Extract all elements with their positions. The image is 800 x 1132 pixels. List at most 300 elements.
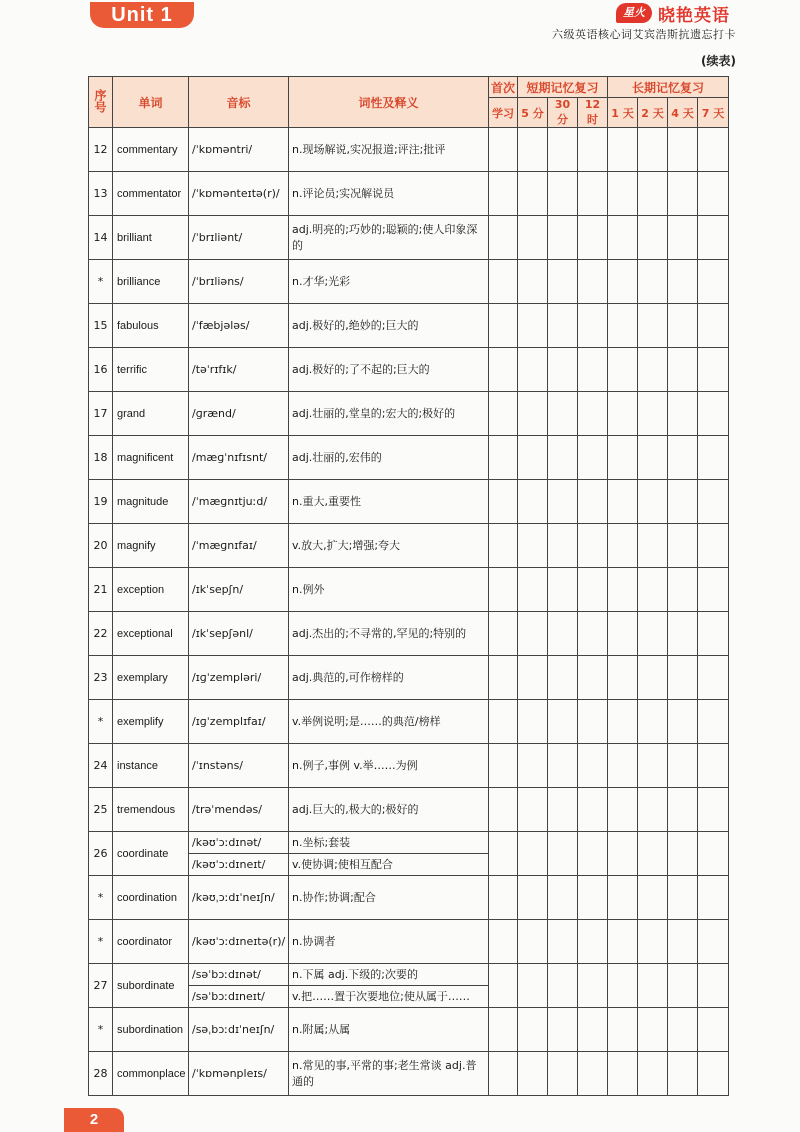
checkin-cell[interactable] bbox=[548, 260, 578, 304]
checkin-cell[interactable] bbox=[608, 216, 638, 260]
checkin-cell[interactable] bbox=[668, 480, 698, 524]
checkin-cell[interactable] bbox=[698, 656, 729, 700]
row-index: 15 bbox=[89, 304, 113, 348]
checkin-cell[interactable] bbox=[698, 304, 729, 348]
header-meaning: 词性及释义 bbox=[289, 77, 489, 128]
table-row bbox=[89, 128, 729, 172]
checkin-cell[interactable] bbox=[489, 744, 518, 788]
header-long-col: 7 天 bbox=[698, 98, 729, 128]
checkin-cell[interactable] bbox=[698, 876, 729, 920]
row-word: coordination bbox=[113, 876, 189, 920]
row-word: exception bbox=[113, 568, 189, 612]
row-word: subordinate bbox=[113, 964, 189, 1008]
checkin-cell[interactable] bbox=[698, 480, 729, 524]
checkin-cell[interactable] bbox=[608, 128, 638, 172]
row-phonetic: /ˈkɒmənteɪtə(r)/ bbox=[189, 172, 289, 216]
checkin-cell[interactable] bbox=[608, 612, 638, 656]
checkin-cell[interactable] bbox=[608, 788, 638, 832]
row-index: 23 bbox=[89, 656, 113, 700]
checkin-cell[interactable] bbox=[668, 964, 698, 1008]
checkin-cell[interactable] bbox=[698, 832, 729, 876]
checkin-cell[interactable] bbox=[668, 700, 698, 744]
checkin-cell[interactable] bbox=[608, 436, 638, 480]
checkin-cell[interactable] bbox=[638, 216, 668, 260]
checkin-cell[interactable] bbox=[489, 700, 518, 744]
checkin-cell[interactable] bbox=[548, 964, 578, 1008]
checkin-cell[interactable] bbox=[518, 524, 548, 568]
header-short-term: 短期记忆复习 bbox=[518, 77, 608, 98]
checkin-cell[interactable] bbox=[668, 172, 698, 216]
checkin-cell[interactable] bbox=[578, 304, 608, 348]
checkin-cell[interactable] bbox=[578, 524, 608, 568]
header-short-col: 12 时 bbox=[578, 98, 608, 128]
checkin-cell[interactable] bbox=[548, 788, 578, 832]
checkin-cell[interactable] bbox=[698, 128, 729, 172]
checkin-cell[interactable] bbox=[578, 876, 608, 920]
row-phonetic: /ɡrænd/ bbox=[189, 392, 289, 436]
header-index: 序号 bbox=[89, 77, 113, 128]
row-index: 17 bbox=[89, 392, 113, 436]
meaning-verb: v.使协调;使相互配合 bbox=[289, 853, 488, 875]
table-row bbox=[89, 524, 729, 568]
checkin-cell[interactable] bbox=[548, 216, 578, 260]
checkin-cell[interactable] bbox=[698, 392, 729, 436]
row-phonetic: /ˈkɒməntri/ bbox=[189, 128, 289, 172]
header-first-bottom: 学习 bbox=[489, 98, 518, 128]
checkin-cell[interactable] bbox=[608, 964, 638, 1008]
row-phonetic: /ˈmæɡnɪtjuːd/ bbox=[189, 480, 289, 524]
checkin-cell[interactable] bbox=[638, 876, 668, 920]
checkin-cell[interactable] bbox=[518, 788, 548, 832]
checkin-cell[interactable] bbox=[518, 700, 548, 744]
checkin-cell[interactable] bbox=[638, 788, 668, 832]
checkin-cell[interactable] bbox=[518, 128, 548, 172]
page-subtitle: 六级英语核心词艾宾浩斯抗遗忘打卡 bbox=[552, 28, 736, 41]
row-phonetic: /ˈfæbjələs/ bbox=[189, 304, 289, 348]
checkin-cell[interactable] bbox=[638, 656, 668, 700]
checkin-cell[interactable] bbox=[578, 1052, 608, 1096]
header-word: 单词 bbox=[113, 77, 189, 128]
checkin-cell[interactable] bbox=[489, 568, 518, 612]
row-word: brilliant bbox=[113, 216, 189, 260]
row-phonetic: /təˈrɪfɪk/ bbox=[189, 348, 289, 392]
row-phonetic bbox=[189, 964, 289, 1008]
checkin-cell[interactable] bbox=[578, 348, 608, 392]
row-phonetic: /ˈɪnstəns/ bbox=[189, 744, 289, 788]
checkin-cell[interactable] bbox=[668, 656, 698, 700]
checkin-cell[interactable] bbox=[698, 700, 729, 744]
meaning-verb: v.把……置于次要地位;使从属于…… bbox=[289, 985, 488, 1007]
checkin-cell[interactable] bbox=[578, 128, 608, 172]
checkin-cell[interactable] bbox=[638, 348, 668, 392]
checkin-cell[interactable] bbox=[548, 524, 578, 568]
row-meaning: n.附属;从属 bbox=[289, 1008, 489, 1052]
table-row bbox=[89, 348, 729, 392]
unit-tab: Unit 1 bbox=[90, 2, 194, 28]
checkin-cell[interactable] bbox=[668, 920, 698, 964]
row-meaning: adj.极好的;了不起的;巨大的 bbox=[289, 348, 489, 392]
row-meaning: adj.明亮的;巧妙的;聪颖的;使人印象深的 bbox=[289, 216, 489, 260]
row-index: 24 bbox=[89, 744, 113, 788]
checkin-cell[interactable] bbox=[698, 920, 729, 964]
row-word: coordinator bbox=[113, 920, 189, 964]
checkin-cell[interactable] bbox=[608, 700, 638, 744]
checkin-cell[interactable] bbox=[608, 524, 638, 568]
checkin-cell[interactable] bbox=[578, 832, 608, 876]
checkin-cell[interactable] bbox=[489, 920, 518, 964]
checkin-cell[interactable] bbox=[489, 612, 518, 656]
checkin-cell[interactable] bbox=[518, 612, 548, 656]
checkin-cell[interactable] bbox=[548, 656, 578, 700]
table-row bbox=[89, 304, 729, 348]
checkin-cell[interactable] bbox=[578, 172, 608, 216]
row-meaning: n.重大,重要性 bbox=[289, 480, 489, 524]
checkin-cell[interactable] bbox=[608, 172, 638, 216]
checkin-cell[interactable] bbox=[489, 128, 518, 172]
checkin-cell[interactable] bbox=[638, 964, 668, 1008]
checkin-cell[interactable] bbox=[608, 920, 638, 964]
checkin-cell[interactable] bbox=[638, 524, 668, 568]
meaning-noun: n.下属 adj.下级的;次要的 bbox=[292, 968, 418, 981]
header-long-col: 4 天 bbox=[668, 98, 698, 128]
row-index: 25 bbox=[89, 788, 113, 832]
row-index: * bbox=[89, 700, 113, 744]
table-row bbox=[89, 832, 729, 876]
checkin-cell[interactable] bbox=[548, 128, 578, 172]
checkin-cell[interactable] bbox=[578, 788, 608, 832]
brand-name: 晓艳英语 bbox=[658, 5, 730, 26]
checkin-cell[interactable] bbox=[638, 920, 668, 964]
checkin-cell[interactable] bbox=[489, 876, 518, 920]
row-meaning bbox=[289, 964, 489, 1008]
row-phonetic: /ˈbrɪliənt/ bbox=[189, 216, 289, 260]
checkin-cell[interactable] bbox=[668, 392, 698, 436]
checkin-cell[interactable] bbox=[548, 172, 578, 216]
checkin-cell[interactable] bbox=[668, 304, 698, 348]
checkin-cell[interactable] bbox=[548, 392, 578, 436]
checkin-cell[interactable] bbox=[578, 216, 608, 260]
table-row bbox=[89, 568, 729, 612]
checkin-cell[interactable] bbox=[698, 612, 729, 656]
checkin-cell[interactable] bbox=[668, 128, 698, 172]
checkin-cell[interactable] bbox=[489, 260, 518, 304]
checkin-cell[interactable] bbox=[578, 920, 608, 964]
checkin-cell[interactable] bbox=[698, 568, 729, 612]
row-word: tremendous bbox=[113, 788, 189, 832]
checkin-cell[interactable] bbox=[548, 304, 578, 348]
row-index: 26 bbox=[89, 832, 113, 876]
checkin-cell[interactable] bbox=[638, 832, 668, 876]
row-word: exemplify bbox=[113, 700, 189, 744]
row-word: coordinate bbox=[113, 832, 189, 876]
row-phonetic: /kəʊˌɔːdɪˈneɪʃn/ bbox=[189, 876, 289, 920]
checkin-cell[interactable] bbox=[578, 964, 608, 1008]
row-index: 13 bbox=[89, 172, 113, 216]
checkin-cell[interactable] bbox=[578, 436, 608, 480]
row-meaning: n.协调者 bbox=[289, 920, 489, 964]
checkin-cell[interactable] bbox=[518, 876, 548, 920]
row-meaning: n.例外 bbox=[289, 568, 489, 612]
row-phonetic: /mæɡˈnɪfɪsnt/ bbox=[189, 436, 289, 480]
checkin-cell[interactable] bbox=[489, 436, 518, 480]
checkin-cell[interactable] bbox=[518, 260, 548, 304]
checkin-cell[interactable] bbox=[548, 612, 578, 656]
checkin-cell[interactable] bbox=[489, 392, 518, 436]
checkin-cell[interactable] bbox=[489, 172, 518, 216]
checkin-cell[interactable] bbox=[548, 436, 578, 480]
row-word: commentator bbox=[113, 172, 189, 216]
checkin-cell[interactable] bbox=[638, 700, 668, 744]
checkin-cell[interactable] bbox=[668, 348, 698, 392]
checkin-cell[interactable] bbox=[489, 832, 518, 876]
checkin-cell[interactable] bbox=[668, 744, 698, 788]
checkin-cell[interactable] bbox=[548, 876, 578, 920]
checkin-cell[interactable] bbox=[489, 1052, 518, 1096]
row-meaning: v.举例说明;是……的典范/榜样 bbox=[289, 700, 489, 744]
header-long-col: 1 天 bbox=[608, 98, 638, 128]
checkin-cell[interactable] bbox=[489, 1008, 518, 1052]
row-word: exemplary bbox=[113, 656, 189, 700]
checkin-cell[interactable] bbox=[578, 392, 608, 436]
checkin-cell[interactable] bbox=[698, 260, 729, 304]
checkin-cell[interactable] bbox=[668, 788, 698, 832]
checkin-cell[interactable] bbox=[638, 172, 668, 216]
row-word: brilliance bbox=[113, 260, 189, 304]
checkin-cell[interactable] bbox=[578, 1008, 608, 1052]
checkin-cell[interactable] bbox=[518, 392, 548, 436]
row-index: 20 bbox=[89, 524, 113, 568]
checkin-cell[interactable] bbox=[698, 216, 729, 260]
checkin-cell[interactable] bbox=[668, 260, 698, 304]
table-row bbox=[89, 392, 729, 436]
checkin-cell[interactable] bbox=[638, 480, 668, 524]
checkin-cell[interactable] bbox=[698, 744, 729, 788]
table-row bbox=[89, 876, 729, 920]
table-row bbox=[89, 1008, 729, 1052]
checkin-cell[interactable] bbox=[608, 1052, 638, 1096]
header-short-col: 30 分 bbox=[548, 98, 578, 128]
checkin-cell[interactable] bbox=[518, 480, 548, 524]
row-meaning: n.评论员;实况解说员 bbox=[289, 172, 489, 216]
checkin-cell[interactable] bbox=[548, 832, 578, 876]
checkin-cell[interactable] bbox=[608, 480, 638, 524]
phonetic-verb: /kəʊˈɔːdɪneɪt/ bbox=[189, 853, 288, 875]
continued-label: (续表) bbox=[701, 54, 736, 68]
checkin-cell[interactable] bbox=[489, 480, 518, 524]
checkin-cell[interactable] bbox=[578, 612, 608, 656]
checkin-cell[interactable] bbox=[608, 260, 638, 304]
checkin-cell[interactable] bbox=[638, 304, 668, 348]
header-long-col: 2 天 bbox=[638, 98, 668, 128]
checkin-cell[interactable] bbox=[668, 568, 698, 612]
checkin-cell[interactable] bbox=[608, 832, 638, 876]
page-number: 2 bbox=[64, 1108, 124, 1132]
checkin-cell[interactable] bbox=[548, 480, 578, 524]
checkin-cell[interactable] bbox=[548, 700, 578, 744]
brand-logo: 星火 bbox=[616, 3, 652, 23]
checkin-cell[interactable] bbox=[608, 348, 638, 392]
checkin-cell[interactable] bbox=[548, 920, 578, 964]
header-phonetic: 音标 bbox=[189, 77, 289, 128]
checkin-cell[interactable] bbox=[638, 436, 668, 480]
checkin-cell[interactable] bbox=[518, 348, 548, 392]
row-word: instance bbox=[113, 744, 189, 788]
table-row bbox=[89, 656, 729, 700]
checkin-cell[interactable] bbox=[638, 260, 668, 304]
table-row bbox=[89, 216, 729, 260]
checkin-cell[interactable] bbox=[548, 568, 578, 612]
row-phonetic: /ˈmæɡnɪfaɪ/ bbox=[189, 524, 289, 568]
checkin-cell[interactable] bbox=[638, 128, 668, 172]
checkin-cell[interactable] bbox=[698, 964, 729, 1008]
checkin-cell[interactable] bbox=[548, 744, 578, 788]
checkin-cell[interactable] bbox=[638, 392, 668, 436]
table-header bbox=[89, 77, 729, 128]
row-phonetic: /ˈbrɪliəns/ bbox=[189, 260, 289, 304]
checkin-cell[interactable] bbox=[518, 172, 548, 216]
checkin-cell[interactable] bbox=[668, 1052, 698, 1096]
row-meaning: n.现场解说,实况报道;评注;批评 bbox=[289, 128, 489, 172]
row-word: magnificent bbox=[113, 436, 189, 480]
checkin-cell[interactable] bbox=[668, 436, 698, 480]
row-word: magnitude bbox=[113, 480, 189, 524]
row-phonetic: /ɪɡˈzemplɪfaɪ/ bbox=[189, 700, 289, 744]
row-meaning: n.例子,事例 v.举……为例 bbox=[289, 744, 489, 788]
checkin-cell[interactable] bbox=[489, 216, 518, 260]
table-row bbox=[89, 612, 729, 656]
checkin-cell[interactable] bbox=[638, 744, 668, 788]
row-meaning: v.放大,扩大;增强;夸大 bbox=[289, 524, 489, 568]
checkin-cell[interactable] bbox=[698, 788, 729, 832]
checkin-cell[interactable] bbox=[489, 304, 518, 348]
checkin-cell[interactable] bbox=[668, 612, 698, 656]
checkin-cell[interactable] bbox=[638, 612, 668, 656]
phonetic-verb: /səˈbɔːdɪneɪt/ bbox=[189, 985, 288, 1007]
checkin-cell[interactable] bbox=[489, 348, 518, 392]
checkin-cell[interactable] bbox=[578, 568, 608, 612]
row-meaning: adj.杰出的;不寻常的,罕见的;特别的 bbox=[289, 612, 489, 656]
checkin-cell[interactable] bbox=[668, 524, 698, 568]
checkin-cell[interactable] bbox=[548, 1052, 578, 1096]
checkin-cell[interactable] bbox=[518, 744, 548, 788]
row-phonetic: /ɪɡˈzempləri/ bbox=[189, 656, 289, 700]
row-index: * bbox=[89, 876, 113, 920]
checkin-cell[interactable] bbox=[489, 524, 518, 568]
row-meaning: n.常见的事,平常的事;老生常谈 adj.普通的 bbox=[289, 1052, 489, 1096]
checkin-cell[interactable] bbox=[698, 172, 729, 216]
checkin-cell[interactable] bbox=[489, 964, 518, 1008]
checkin-cell[interactable] bbox=[518, 1052, 548, 1096]
checkin-cell[interactable] bbox=[668, 1008, 698, 1052]
checkin-cell[interactable] bbox=[518, 568, 548, 612]
row-index: 14 bbox=[89, 216, 113, 260]
table-row bbox=[89, 260, 729, 304]
row-phonetic bbox=[189, 832, 289, 876]
vocab-table bbox=[88, 76, 729, 1096]
table-row bbox=[89, 920, 729, 964]
checkin-cell[interactable] bbox=[518, 832, 548, 876]
checkin-cell[interactable] bbox=[668, 216, 698, 260]
row-word: subordination bbox=[113, 1008, 189, 1052]
checkin-cell[interactable] bbox=[578, 700, 608, 744]
meaning-noun: n.坐标;套装 bbox=[292, 836, 351, 849]
row-index: 21 bbox=[89, 568, 113, 612]
row-meaning: adj.巨大的,极大的;极好的 bbox=[289, 788, 489, 832]
table-body bbox=[89, 128, 729, 1096]
row-word: commentary bbox=[113, 128, 189, 172]
checkin-cell[interactable] bbox=[668, 876, 698, 920]
table-row bbox=[89, 788, 729, 832]
row-meaning: n.协作;协调;配合 bbox=[289, 876, 489, 920]
row-phonetic: /trəˈmendəs/ bbox=[189, 788, 289, 832]
brand bbox=[616, 2, 730, 24]
row-index: 28 bbox=[89, 1052, 113, 1096]
checkin-cell[interactable] bbox=[518, 304, 548, 348]
checkin-cell[interactable] bbox=[608, 304, 638, 348]
checkin-cell[interactable] bbox=[698, 1008, 729, 1052]
checkin-cell[interactable] bbox=[518, 656, 548, 700]
phonetic-noun: /kəʊˈɔːdɪnət/ bbox=[192, 836, 262, 849]
row-word: magnify bbox=[113, 524, 189, 568]
checkin-cell[interactable] bbox=[608, 656, 638, 700]
checkin-cell[interactable] bbox=[638, 1008, 668, 1052]
table-row bbox=[89, 480, 729, 524]
table-row bbox=[89, 436, 729, 480]
checkin-cell[interactable] bbox=[608, 1008, 638, 1052]
checkin-cell[interactable] bbox=[518, 216, 548, 260]
row-meaning: adj.壮丽的,宏伟的 bbox=[289, 436, 489, 480]
checkin-cell[interactable] bbox=[698, 524, 729, 568]
row-word: fabulous bbox=[113, 304, 189, 348]
checkin-cell[interactable] bbox=[608, 392, 638, 436]
checkin-cell[interactable] bbox=[578, 744, 608, 788]
checkin-cell[interactable] bbox=[578, 480, 608, 524]
row-index: * bbox=[89, 1008, 113, 1052]
table-row bbox=[89, 172, 729, 216]
checkin-cell[interactable] bbox=[489, 788, 518, 832]
checkin-cell[interactable] bbox=[518, 1008, 548, 1052]
checkin-cell[interactable] bbox=[489, 656, 518, 700]
header-long-term: 长期记忆复习 bbox=[608, 77, 729, 98]
row-index: * bbox=[89, 260, 113, 304]
checkin-cell[interactable] bbox=[548, 348, 578, 392]
checkin-cell[interactable] bbox=[608, 876, 638, 920]
checkin-cell[interactable] bbox=[698, 436, 729, 480]
checkin-cell[interactable] bbox=[638, 1052, 668, 1096]
row-phonetic: /kəʊˈɔːdɪneɪtə(r)/ bbox=[189, 920, 289, 964]
checkin-cell[interactable] bbox=[608, 568, 638, 612]
row-index: 22 bbox=[89, 612, 113, 656]
checkin-cell[interactable] bbox=[698, 348, 729, 392]
row-meaning bbox=[289, 832, 489, 876]
checkin-cell[interactable] bbox=[518, 436, 548, 480]
checkin-cell[interactable] bbox=[578, 260, 608, 304]
checkin-cell[interactable] bbox=[578, 656, 608, 700]
checkin-cell[interactable] bbox=[668, 832, 698, 876]
checkin-cell[interactable] bbox=[698, 1052, 729, 1096]
table-row bbox=[89, 1052, 729, 1096]
checkin-cell[interactable] bbox=[548, 1008, 578, 1052]
checkin-cell[interactable] bbox=[518, 964, 548, 1008]
header-short-col: 5 分 bbox=[518, 98, 548, 128]
checkin-cell[interactable] bbox=[518, 920, 548, 964]
checkin-cell[interactable] bbox=[608, 744, 638, 788]
row-meaning: n.才华;光彩 bbox=[289, 260, 489, 304]
table-row bbox=[89, 964, 729, 1008]
checkin-cell[interactable] bbox=[638, 568, 668, 612]
row-index: 16 bbox=[89, 348, 113, 392]
row-phonetic: /ɪkˈsepʃənl/ bbox=[189, 612, 289, 656]
